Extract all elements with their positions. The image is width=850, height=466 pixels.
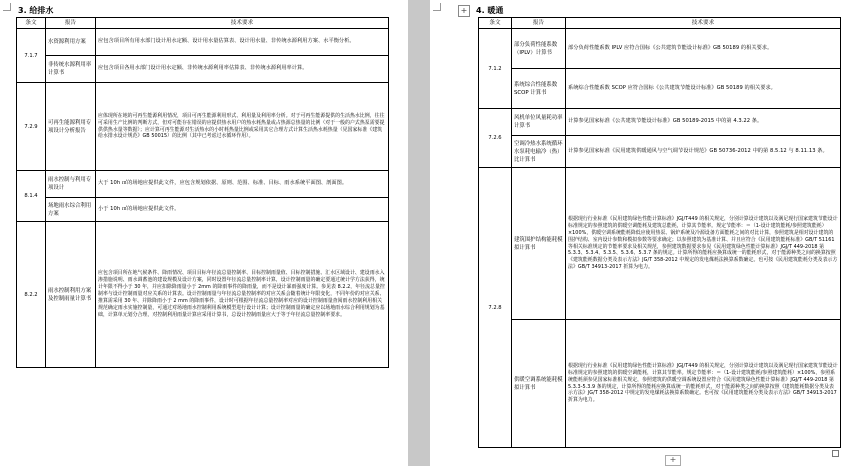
requirement-text: 小于 10h ㎡的场地应提供此文件。 [96, 198, 389, 222]
requirement-text: 应包含项目所在地气候条件、降雨情况、项目目标年径流总量控制率、目标控制雨量值、目标控制措施、汇水区域设计、建设雨水入渗措施说明、雨水调蓄池的建设规模及设计方案，同时设置年径流总量控制率计算，设计控制雨量的确定要通过统计学方法获得，统计年限不得小于 30 年，并应扣除降雨量小于 2mm 的降雨事件的降雨量，而不是设计暴雨强度计算。参见表 8.2.2，年径流总量控制率与设计控制雨量对应关系的计算表。设计控制雨量与年径流总量控制率的对应关系会随着统计年限变化，不同年份的对应关系、推算需采用 30 年、并除降雨小于 2 mm 的降雨事件，设计时可根据年径流总量控制率对应的设计控制雨量查阅雨水控制利用相关规范确定雨水实施控制量，可通过对场地雨水控制利用系统模型进行设计计算；设计控制雨量的确定应以场地雨水综合利用规划为基础，计算单元划分合理，对控制利用雨量计算应采用计算书，总设计控制雨量应大于等于年径流总量控制率要求。 [96, 222, 389, 368]
requirement-text: 系统综合性能系数 SCOP 应符合国标《公共建筑节能设计标准》GB 50189 的相关要求。 [566, 69, 841, 109]
clause-code: 7.1.7 [17, 29, 46, 83]
clause-code: 7.1.2 [479, 29, 512, 109]
margin-corner-mark [433, 3, 441, 11]
table-row [17, 83, 389, 171]
table-row [479, 168, 841, 320]
report-name: 系统综合性能系数 SCOP 计算书 [512, 69, 566, 109]
report-name: 场地雨水综合利用方案 [46, 198, 96, 222]
report-name: 雨水控制与利用专项设计 [46, 171, 96, 198]
clause-code: 8.1.4 [17, 171, 46, 222]
table-header-row [17, 18, 389, 29]
clause-code: 7.2.6 [479, 109, 512, 168]
report-name: 非传统水源利用率计算书 [46, 56, 96, 83]
document-page-left [0, 0, 408, 466]
section-title-hvac: 4. 暖通 [476, 6, 504, 15]
requirement-text: 部分负荷性能系数 IPLV 应符合国标《公共建筑节能设计标准》GB 50189 的相关要求。 [566, 29, 841, 69]
report-name: 供暖空调系统能耗模拟计算书 [512, 320, 566, 448]
table-move-handle-icon[interactable]: + [458, 5, 470, 17]
table-resize-handle[interactable] [832, 450, 839, 457]
requirement-text: 应包含项目各用水部门设计用水定额、非传统水源利用率估算表、非传统水源利用率计算。 [96, 56, 389, 83]
section-title-plumbing: 3. 给排水 [18, 6, 54, 15]
requirement-text: 应包含项目所有用水部门设计用水定额、设计用水量估算表、设计用水量、非传统水源利用方案、水平衡分析。 [96, 29, 389, 56]
clause-code: 8.2.2 [17, 222, 46, 368]
header-clause: 条文 [17, 18, 46, 29]
table-row [17, 171, 389, 198]
requirement-text: 根据现行行业标准《民用建筑绿色性能计算标准》JGJ/T449 的相关规定，分别计算设计建筑以及满足现行国家建筑节能设计标准规定的参照建筑的供暖空调能耗及建筑总能耗，计算其节能率。规定节能率：＝（1-设计建筑能耗/参照建筑能耗）×100%，供暖空调系统能耗降低应使用热泵、锅炉系统及冷源设备方面能耗之间的对比计算，参照建筑是相对设计建筑的围护结构、室内设计参数和模拟参数等要求确定；以参照建筑为基准计算、并且应符合《民用建筑能耗标准》GB/T 51161 等相关标准规定的节能率要求及相关规范，参照建筑数据要求参见《民用建筑绿色性能计算标准》JGJ/T 449-2018 第 5.3.3、5.3.4、5.3.5、5.3.6、5.3.7 条的规定。计算所得的能耗应换算成统一的能耗形式，对于能源种类之间的换算按照《建筑能耗数据分类及表示方法》JG/T 358-2012 中规定的发电煤耗法换算系数确定。也可按《民用建筑能耗分类及表示方法》GB/T 34913-2017 折算为电力。 [566, 168, 841, 320]
table-row [17, 56, 389, 83]
report-name: 部分负荷性能系数（IPLV）计算书 [512, 29, 566, 69]
table-row [479, 320, 841, 448]
table-row [17, 222, 389, 368]
requirement-text: 大于 10h ㎡的场地应提供此文件，应包含规划依据、原则、范围、标准、目标、雨水系统平面图、剖面图。 [96, 171, 389, 198]
requirement-text: 应体现所在地的可再生能源利用情况，项目可再生能源利用形式、利用量及利用率分析。对于可再生能源提供的生活热水比例，往往可采用生产比例的判断方式，但对可能存在错误的应提供热水用户的热水耗热量或占热源总热量的比例（对于一般的户式热泵需要提供供热水量等数据）；应计算可再生能源对生活热水的小时耗热量比例或采用其它合理方式计算生活热水耗热量（见国家标准《建筑给水排水设计规范》GB 50015）的比例（其中已考虑过水循环作用）。 [96, 83, 389, 171]
report-name: 可再生能源利用专项设计分析报告 [46, 83, 96, 171]
header-requirements: 技术要求 [96, 18, 389, 29]
report-name: 建筑围护结构能耗模拟计算书 [512, 168, 566, 320]
clause-code: 7.2.8 [479, 168, 512, 448]
hvac-requirements-table [478, 17, 841, 448]
requirement-text: 计算参见国家标准《公共建筑节能设计标准》GB 50189-2015 中的第 4.3.22 条。 [566, 109, 841, 136]
report-name: 风机单位风量耗功率计算书 [512, 109, 566, 136]
table-row [479, 29, 841, 69]
margin-corner-mark [3, 3, 11, 11]
report-name: 水资源利用方案 [46, 29, 96, 56]
table-row [479, 136, 841, 168]
report-name: 空调冷热水系统循环水泵耗电输冷（热）比计算书 [512, 136, 566, 168]
document-page-right [430, 0, 850, 466]
page-gap [408, 0, 430, 466]
table-row [479, 109, 841, 136]
table-row [17, 198, 389, 222]
header-requirements: 技术要求 [566, 18, 841, 29]
header-report: 报告 [512, 18, 566, 29]
table-header-row [479, 18, 841, 29]
requirement-text: 计算参见国家标准《民用建筑供暖通风与空气调节设计规范》GB 50736-2012 中的第 8.5.12 与 8.11.13 条。 [566, 136, 841, 168]
header-report: 报告 [46, 18, 96, 29]
header-clause: 条文 [479, 18, 512, 29]
clause-code: 7.2.9 [17, 83, 46, 171]
add-row-button[interactable]: + [665, 455, 681, 466]
requirement-text: 根据现行行业标准《民用建筑绿色性能计算标准》JGJ/T449 的相关规定，分别计算设计建筑以及满足现行国家建筑节能设计标准规定的参照建筑的供暖空调能耗，计算其节能率。规定节能率：＝（1-设计建筑能耗/参照建筑能耗）×100%，参照系统能耗须参见国家标准相关规定，参照建筑的供暖空调系统设置应符合《民用建筑绿色性能计算标准》JGJ/T 449-2018 第 5.3.3-5.3.9 条的规定，计算所得的能耗应换算成统一的能耗形式，对于能源种类之间的换算按照《建筑能耗数据分类及表示方法》JG/T 358-2012 中规定的发电煤耗法换算系数确定。也可按《民用建筑能耗分类及表示方法》GB/T 34913-2017 折算为电力。 [566, 320, 841, 448]
table-row [17, 29, 389, 56]
plumbing-requirements-table [16, 17, 389, 368]
report-name: 雨水控制利用方案及控制雨量计算书 [46, 222, 96, 368]
table-row [479, 69, 841, 109]
